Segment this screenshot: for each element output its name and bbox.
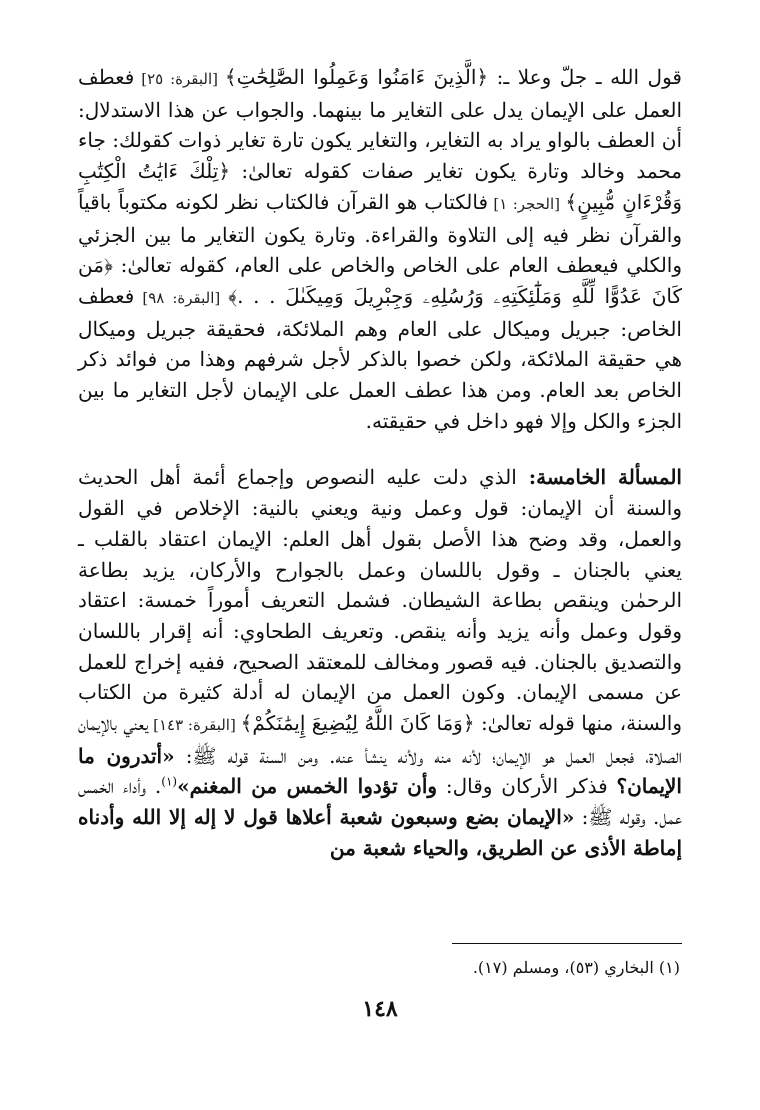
text-segment: الذي دلت عليه النصوص وإجماع أئمة أهل الحديث والسنة أن الإيمان: قول وعمل ونية ويعني بالنية: الإخلاص في القول والعمل، وقد وضح هذا الأصل بقول أهل العلم: الإيمان اعتقاد بالقلب ـ يعني بالجنان ـ وقول باللسان وعمل بالجوارح والأركان، يزيد بطاعة الرحمٰن وينقص بطاعة الشيطان. فشمل التعريف أموراً خمسة: اعتقاد وقول وعمل وأنه يزيد وأنه ينقص. وتعريف الطحاوي: أنه إقرار باللسان والتصديق بالجنان. فيه قصور ومخالف للمعتقد الصحيح، ففيه إخراج للعمل عن مسمى الإيمان. وكون العمل من الإيمان له أدلة كثيرة من الكتاب والسنة، منها قوله تعالىٰ: — [78, 465, 683, 736]
quran-verse: ﴿مَن كَانَ عَدُوًّا لِّلَّهِ وَمَلَٰٓئِكَتِهِۦ وَرُسُلِهِۦ وَجِبْرِيلَ وَمِيكَىٰلَ . . .﴾ — [78, 253, 683, 308]
text-segment: قول الله ـ جلّ وعلا ـ: — [488, 65, 682, 89]
page-body — [78, 62, 682, 864]
hadith-quote: «الإيمان بضع وسبعون شعبة أعلاها قول لا إله إلا الله وأدناه إماطة الأذى عن الطريق، والحياء شعبة من — [78, 805, 682, 860]
quran-verse: ﴿وَمَا كَانَ اللَّهُ لِيُضِيعَ إِيمَٰنَكُمْ﴾ — [240, 711, 475, 736]
verse-reference: [البقرة: ١٤٣] — [148, 716, 241, 735]
footnote-divider — [452, 943, 682, 944]
quran-verse: ﴿تِلْكَ ءَايَٰتُ الْكِتَٰبِ وَقُرْءَانٍ مُّبِينٍ﴾ — [78, 159, 682, 214]
paragraph-1 — [78, 62, 682, 436]
text-segment: فعطف العمل على الإيمان يدل على التغاير ما بينهما. والجواب عن هذا الاستدلال: أن العطف بالواو يراد به التغاير، والتغاير يكون تارة تغاير ذوات كقولك: جاء محمد وخالد وتارة يكون تغاير صفات كقوله تعالىٰ: — [78, 65, 683, 184]
verse-reference: [الحجر: ١] — [488, 194, 566, 213]
text-segment: فعطف الخاص: جبريل وميكال على العام وهم الملائكة، فحقيقة جبريل وميكال هي حقيقة الملائكة، ولكن خصوا بالذكر لأجل شرفهم وهذا من فوائد ذكر الخاص بعد العام. ومن هذا عطف العمل على الإيمان لأجل التغاير ما بين الجزء والكل وإلا فهو داخل في حقيقته. — [78, 283, 682, 433]
text-segment: يعني بالإيمان الصلاة، فجعل العمل هو الإيمان؛ لأنه منه ولأنه ينشأ عنه. ومن السنة قوله ﷺ: — [78, 711, 683, 768]
footnote: (١) البخاري (٥٣)، ومسلم (١٧). — [472, 958, 680, 977]
text-segment: . وأداء الخمس عمل. وقوله ﷺ: — [78, 774, 682, 830]
section-heading: المسألة الخامسة: — [516, 465, 682, 490]
text-segment: فالكتاب هو القرآن فالكتاب نظر لكونه مكتوباً باقياً والقرآن نظر فيه إلى التلاوة والقراءة. وتارة يكون التغاير ما بين الجزئي والكلي فيعطف العام على الخاص والخاص على العام، كقوله تعالىٰ: — [78, 189, 682, 278]
verse-reference: [البقرة: ٢٥] — [134, 70, 225, 88]
verse-reference: [البقرة: ٩٨] — [134, 288, 229, 307]
paragraph-2 — [78, 462, 682, 863]
hadith-quote: «أتدرون ما الإيمان؟ — [78, 743, 682, 799]
quran-verse: ﴿الَّذِينَ ءَامَنُوا وَعَمِلُوا الصَّٰلِحَٰتِ﴾ — [224, 65, 489, 89]
text-segment: فذكر الأركان وقال: — [437, 774, 617, 799]
hadith-quote: وأن تؤدوا الخمس من المغنم» — [177, 774, 438, 799]
footnote-marker[interactable]: (١) — [161, 774, 178, 789]
page-number: ١٤٨ — [362, 996, 398, 1022]
